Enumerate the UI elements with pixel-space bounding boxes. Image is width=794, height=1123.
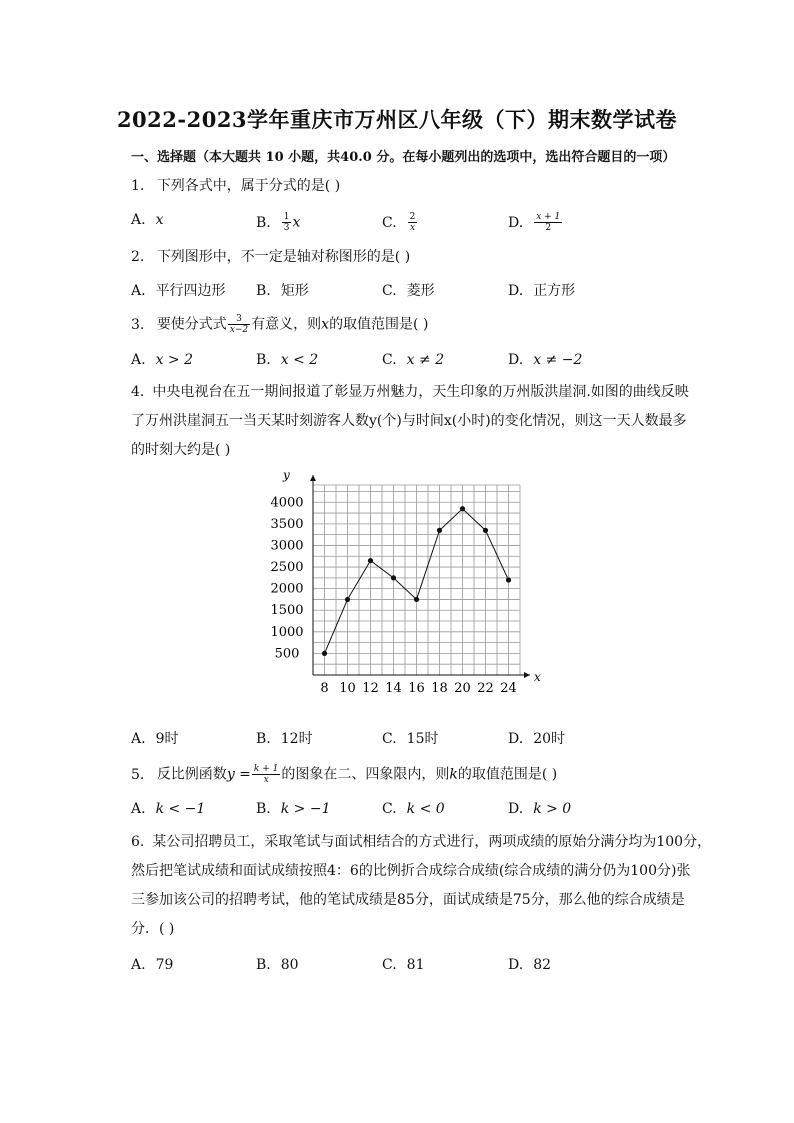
option-b[interactable]: B. 80 [256, 957, 299, 973]
chart-axes [282, 468, 541, 684]
data-point [368, 558, 373, 563]
x-tick-label: 24 [500, 681, 517, 695]
question-4: 4. 中央电视台在五一期间报道了彰显万州魅力，天生印象的万州版洪崖洞.如图的曲线反映 了万州洪崖洞五一当天某时刻游客人数y(个)与时间x(小时)的变化情况，则这一天人数最多 的时刻大约是( ) [131, 384, 689, 458]
y-tick-label: 4000 [270, 495, 304, 511]
data-point [460, 506, 465, 511]
x-tick-label: 8 [320, 681, 329, 695]
option-d[interactable]: D. 82 [508, 957, 552, 973]
option-a[interactable]: A. x [131, 212, 164, 228]
question-6: 6. 某公司招聘员工，采取笔试与面试相结合的方式进行，两项成绩的原始分满分均为100分， 然后把笔试成绩和面试成绩按照4：6的比例折合成综合成绩(综合成绩的满分仍为100分)张 三参加该公司的招聘考试，他的笔试成绩是85分，面试成绩是75分，那么他的综合成绩是 分．( ) [131, 834, 712, 937]
option-b[interactable]: B. 12时 [256, 731, 313, 747]
question-number: 1. [131, 178, 145, 194]
question-text: 下列各式中，属于分式的是( ) [156, 178, 341, 194]
option-b[interactable]: B. $\frac{1}{3}$ x [256, 212, 301, 233]
option-a[interactable]: A. 79 [131, 957, 174, 973]
section-heading: 一、选择题（本大题共 10 小题，共40.0 分。在每小题列出的选项中，选出符合题目的一项） [131, 150, 676, 165]
option-a[interactable]: A. 平行四边形 [131, 283, 226, 299]
fraction: $\frac{2}{x}$ [409, 212, 416, 233]
y-tick-label: 2000 [270, 581, 304, 597]
y-tick-label: 3000 [270, 538, 304, 554]
option-c[interactable]: C. 15时 [382, 731, 439, 747]
question-1-options [131, 212, 691, 232]
question-4-options [131, 728, 691, 748]
option-b[interactable]: B. x < 2 [256, 352, 319, 368]
x-tick-label: 12 [362, 681, 379, 695]
option-c[interactable]: C. x ≠ 2 [382, 352, 445, 368]
option-a[interactable]: A. k < −1 [131, 801, 206, 817]
x-axis-label: x [534, 670, 541, 684]
y-tick-label: 500 [274, 646, 300, 662]
fraction: $\frac{k + 1}{x}$ [253, 764, 279, 785]
data-point [391, 575, 396, 580]
question-2: 2. 下列图形中，不一定是轴对称图形的是( ) [131, 249, 411, 265]
question-3: 3. 要使分式式 $\frac{3}{x-2}$ 有意义，则x的取值范围是( ) [131, 314, 429, 335]
y-tick-label: 3500 [270, 516, 304, 532]
data-point [483, 528, 488, 533]
option-d[interactable]: D. 20时 [508, 731, 566, 747]
option-d[interactable]: D. x ≠ −2 [508, 352, 583, 368]
y-tick-label: 1500 [270, 603, 304, 619]
x-tick-label: 22 [477, 681, 494, 695]
question-6-options [131, 957, 691, 977]
exam-title: 2022-2023学年重庆市万州区八年级（下）期末数学试卷 [116, 107, 678, 132]
x-axis-arrow [524, 672, 530, 678]
data-point [345, 597, 350, 602]
x-tick-label: 10 [339, 681, 356, 695]
fraction: $\frac{x + 1}{2}$ [536, 212, 561, 233]
y-tick-label: 1000 [270, 624, 304, 640]
y-tick-label: 2500 [270, 560, 304, 576]
question-3-options [131, 352, 691, 372]
x-tick-label: 16 [408, 681, 425, 695]
option-d[interactable]: D. k > 0 [508, 801, 572, 817]
data-point [322, 651, 327, 656]
option-c[interactable]: C. 81 [382, 957, 425, 973]
x-tick-label: 20 [454, 681, 471, 695]
option-c[interactable]: C. k < 0 [382, 801, 445, 817]
x-tick-label: 18 [431, 681, 448, 695]
option-a[interactable]: A. x > 2 [131, 352, 193, 368]
data-point [414, 597, 419, 602]
question-5: 5. 反比例函数y = $\frac{k + 1}{x}$ 的图象在二、四象限内，则k的取值范围是( ) [131, 764, 558, 785]
line-chart [250, 465, 550, 695]
option-c[interactable]: C. $\frac{2}{x}$ [382, 212, 416, 233]
y-axis-label: y [283, 468, 290, 482]
question-5-options [131, 801, 691, 821]
question-2-options [131, 280, 691, 300]
option-c[interactable]: C. 菱形 [382, 283, 435, 299]
option-a[interactable]: A. 9时 [131, 731, 179, 747]
fraction: $\frac{3}{x-2}$ [229, 314, 249, 335]
data-point [506, 577, 511, 582]
question-1 [131, 176, 340, 196]
chart-grid [313, 485, 520, 675]
option-d[interactable]: D. $\frac{x + 1}{2}$ [508, 212, 561, 233]
data-point [437, 528, 442, 533]
x-tick-label: 14 [385, 681, 402, 695]
fraction: $\frac{1}{3}$ [283, 212, 290, 233]
option-b[interactable]: B. 矩形 [256, 283, 309, 299]
option-d[interactable]: D. 正方形 [508, 283, 576, 299]
option-b[interactable]: B. k > −1 [256, 801, 331, 817]
y-axis-arrow [310, 475, 316, 481]
